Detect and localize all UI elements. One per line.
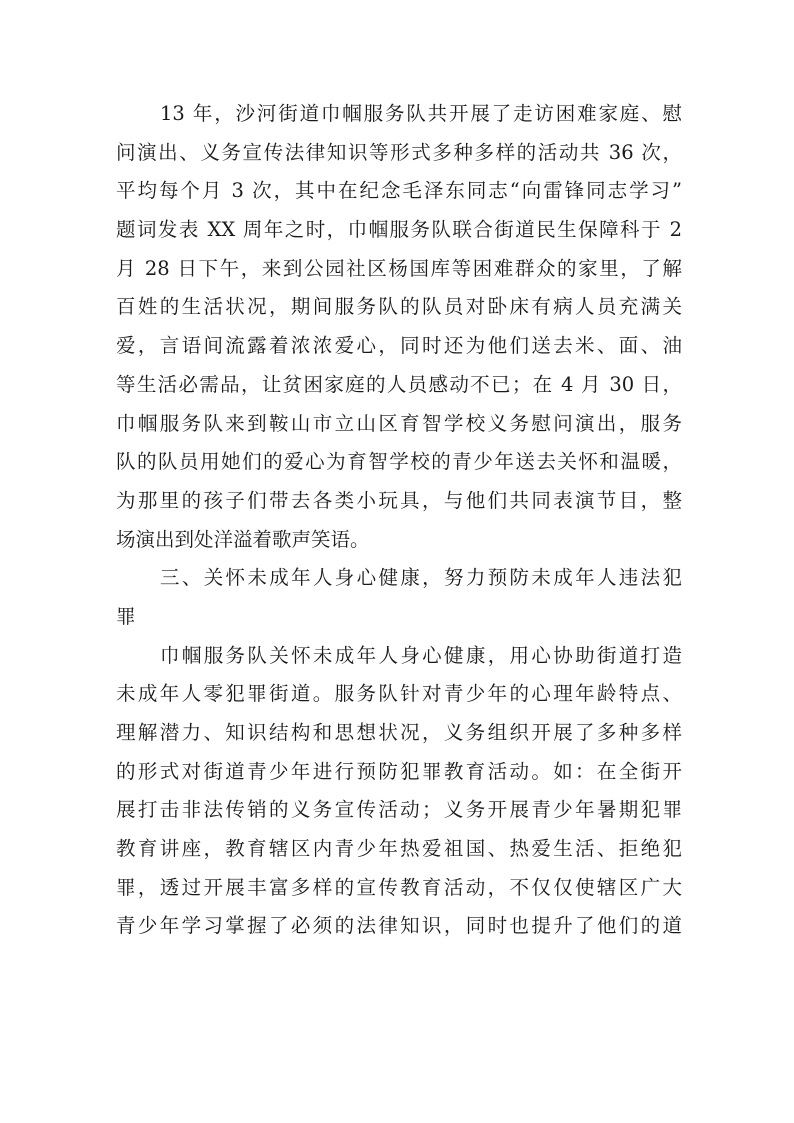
text-line: 理解潜力、知识结构和思想状况，义务组织开展了多种多样	[116, 721, 682, 744]
text-line: 巾帼服务队关怀未成年人身心健康，用心协助街道打造	[160, 643, 682, 667]
text-line: 13 年，沙河街道巾帼服务队共开展了走访困难家庭、慰	[160, 102, 682, 125]
text-line: 罪	[116, 604, 136, 628]
text-line: 青少年学习掌握了必须的法律知识，同时也提升了他们的道	[116, 914, 682, 938]
text-line: 场演出到处洋溢着歌声笑语。	[116, 527, 370, 551]
text-line: 爱，言语间流露着浓浓爱心，同时还为他们送去米、面、油	[116, 334, 682, 358]
text-line: 三、关怀未成年人身心健康，努力预防未成年人违法犯	[160, 566, 682, 590]
text-line: 平均每个月 3 次，其中在纪念毛泽东同志“向雷锋同志学习”	[116, 179, 682, 203]
text-line: 题词发表 XX 周年之时，巾帼服务队联合街道民生保障科于 2	[116, 218, 682, 242]
text-line: 百姓的生活状况，期间服务队的队员对卧床有病人员充满关	[116, 295, 682, 319]
document-body	[116, 95, 682, 946]
text-line: 月 28 日下午，来到公园社区杨国库等困难群众的家里，了解	[116, 256, 682, 280]
text-line: 队的队员用她们的爱心为育智学校的青少年送去关怀和温暖，	[116, 450, 682, 474]
text-line: 展打击非法传销的义务宣传活动；义务开展青少年暑期犯罪	[116, 798, 682, 822]
text-line: 巾帼服务队来到鞍山市立山区育智学校义务慰问演出，服务	[116, 411, 682, 435]
text-line: 未成年人零犯罪街道。服务队针对青少年的心理年龄特点、	[116, 682, 682, 706]
text-line: 罪，透过开展丰富多样的宣传教育活动，不仅仅使辖区广大	[116, 875, 682, 899]
text-line: 问演出、义务宣传法律知识等形式多种多样的活动共 36 次，	[116, 140, 682, 164]
text-line: 等生活必需品，让贫困家庭的人员感动不已；在 4 月 30 日，	[116, 372, 682, 396]
text-line: 为那里的孩子们带去各类小玩具，与他们共同表演节目，整	[116, 488, 682, 512]
text-line: 的形式对街道青少年进行预防犯罪教育活动。如：在全街开	[116, 759, 682, 783]
text-line: 教育讲座，教育辖区内青少年热爱祖国、热爱生活、拒绝犯	[116, 837, 682, 861]
